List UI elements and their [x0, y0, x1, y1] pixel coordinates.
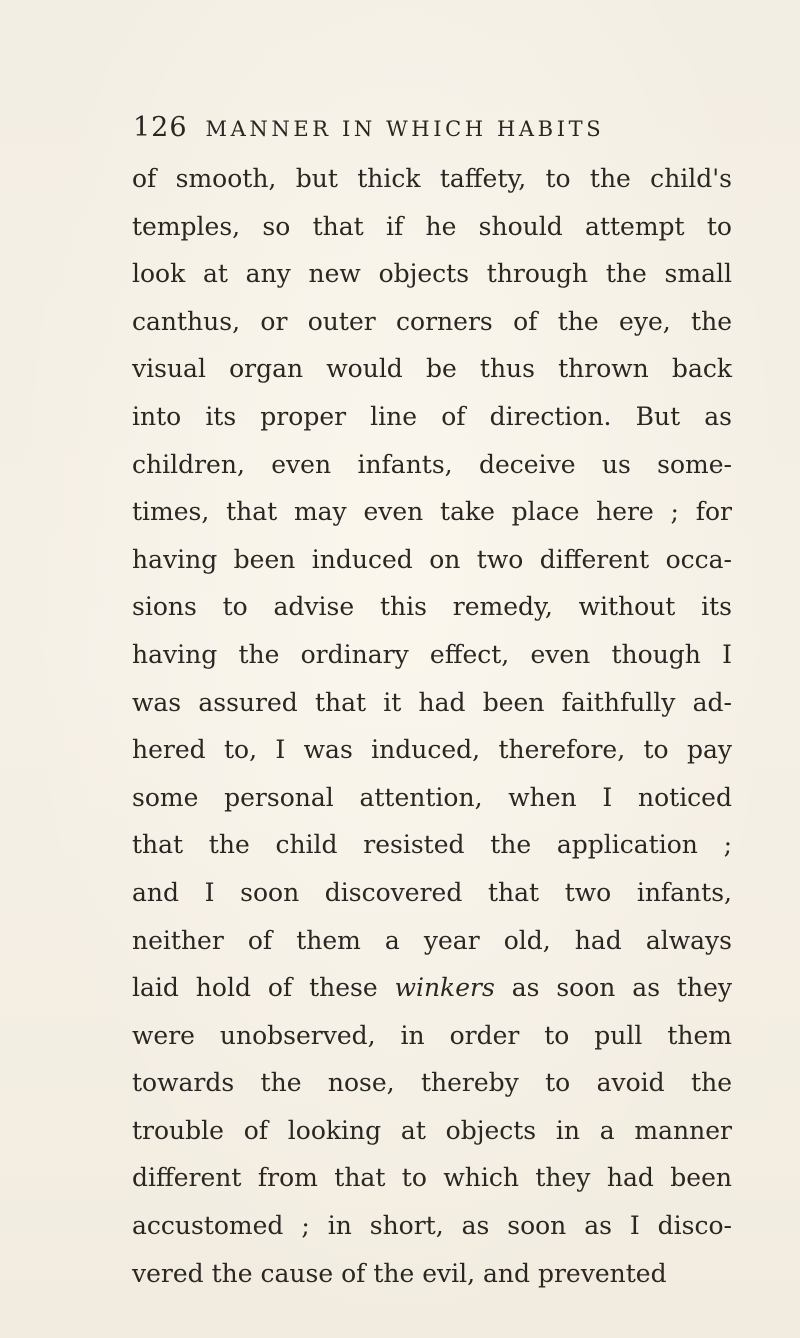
running-head	[133, 112, 693, 150]
text-line: look at any new objects through the small	[132, 259, 732, 289]
text-line: sions to advise this remedy, without its	[132, 592, 732, 622]
text-line: times, that may even take place here ; for	[132, 497, 732, 527]
text-line: and I soon discovered that two infants,	[132, 877, 732, 907]
text-segment: as soon as they	[494, 973, 732, 1003]
text-line: were unobserved, in order to pull them	[132, 1020, 732, 1050]
text-line: visual organ would be thus thrown back	[132, 354, 732, 384]
running-title: MANNER IN WHICH HABITS	[205, 117, 605, 141]
text-line: was assured that it had been faithfully ad-	[132, 687, 732, 717]
text-line: canthus, or outer corners of the eye, the	[132, 306, 732, 336]
text-line: neither of them a year old, had always	[132, 925, 732, 955]
text-line: temples, so that if he should attempt to	[132, 211, 732, 241]
text-line-with-italic	[132, 964, 732, 1012]
text-line: having the ordinary effect, even though I	[132, 639, 732, 669]
text-line: of smooth, but thick taffety, to the child's	[132, 164, 732, 193]
text-line: vered the cause of the evil, and prevented	[132, 1258, 667, 1288]
page-number: 126	[133, 112, 188, 143]
text-line: towards the nose, thereby to avoid the	[132, 1068, 732, 1098]
text-line: into its proper line of direction. But as	[132, 401, 732, 431]
text-line: trouble of looking at objects in a manner	[132, 1115, 732, 1145]
text-segment: laid hold of these	[132, 973, 395, 1003]
text-line: children, even infants, deceive us some-	[132, 449, 732, 479]
italic-term: winkers	[394, 973, 495, 1003]
text-line: hered to, I was induced, therefore, to pay	[132, 735, 732, 765]
text-line: different from that to which they had been	[132, 1163, 732, 1193]
text-line: accustomed ; in short, as soon as I disco-	[132, 1211, 732, 1241]
text-line: some personal attention, when I noticed	[132, 782, 732, 812]
body-text	[132, 155, 732, 1297]
text-line: having been induced on two different occa-	[132, 544, 732, 574]
text-line: that the child resisted the application ;	[132, 830, 732, 860]
